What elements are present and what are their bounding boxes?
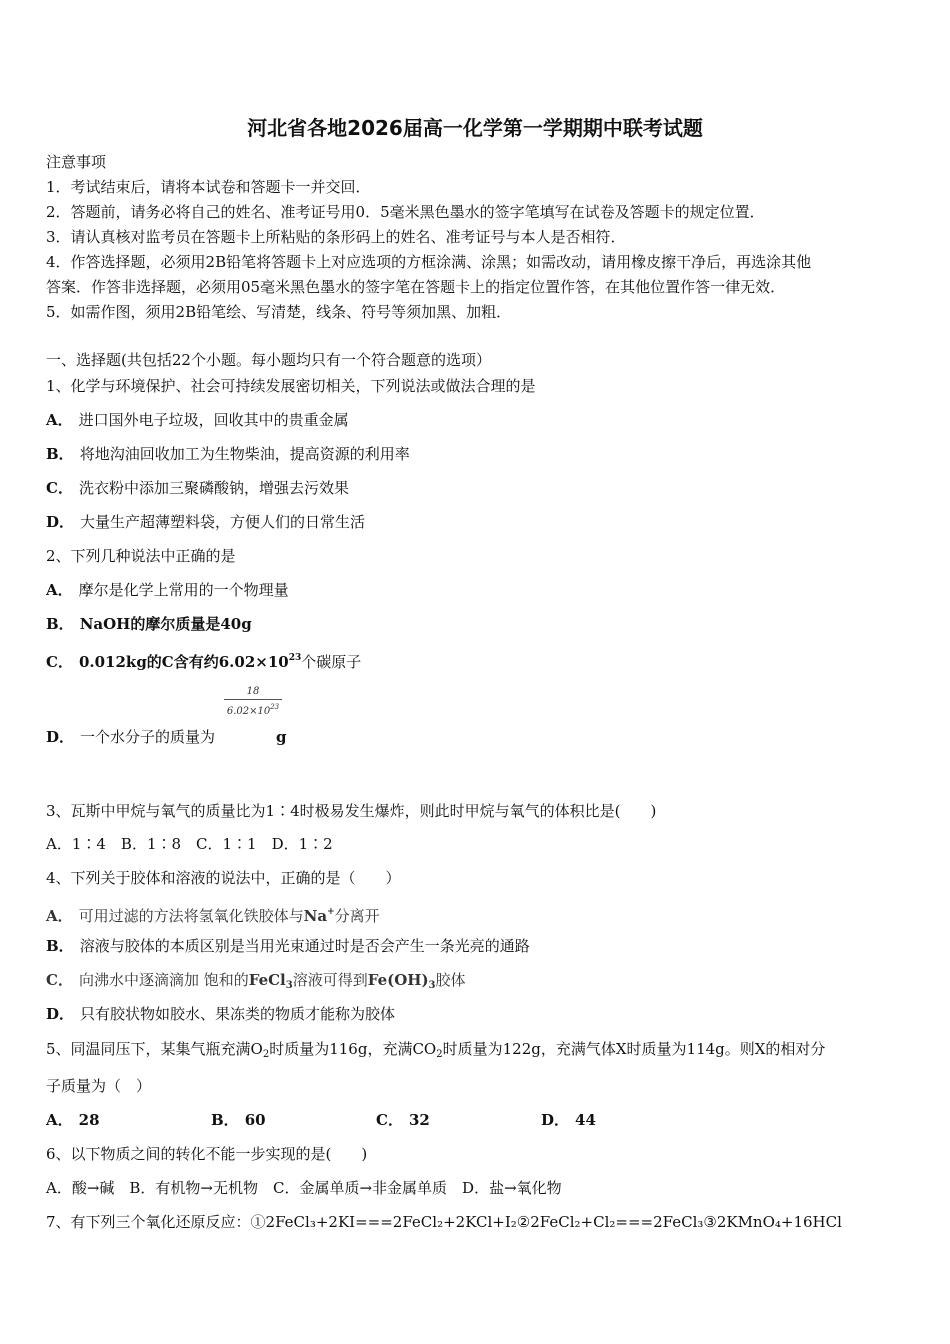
question-3-options: A．1∶4 B．1∶8 C．1∶1 D．1∶2: [46, 835, 333, 853]
fraction-image: [224, 686, 282, 718]
notice-item: 3．请认真核对监考员在答题卡上所粘贴的条形码上的姓名、准考证号与本人是否相符．: [46, 228, 626, 246]
notice-item: 4．作答选择题，必须用2B铅笔将答题卡上对应选项的方框涂满、涂黑；如需改动，请用橡皮擦干净后，再选涂其他: [46, 253, 812, 271]
question-6-stem: 6、以下物质之间的转化不能一步实现的是( ): [46, 1145, 368, 1163]
section-heading: 一、选择题(共包括22个小题。每小题均只有一个符合题意的选项）: [46, 351, 491, 369]
question-1-stem: 1、化学与环境保护、社会可持续发展密切相关，下列说法或做法合理的是: [46, 377, 536, 395]
question-5-options: [46, 1110, 706, 1130]
question-1-option-d: D． 大量生产超薄塑料袋，方便人们的日常生活: [46, 513, 366, 531]
question-3-stem: 3、瓦斯中甲烷与氧气的质量比为1∶4时极易发生爆炸，则此时甲烷与氧气的体积比是( ): [46, 802, 657, 820]
question-2-option-a: A． 摩尔是化学上常用的一个物理量: [46, 581, 289, 599]
notice-item: 2．答题前，请务必将自己的姓名、准考证号用0．5毫米黑色墨水的签字笔填写在试卷及答题卡的规定位置．: [46, 203, 765, 221]
question-1-option-b: B． 将地沟油回收加工为生物柴油，提高资源的利用率: [46, 445, 410, 463]
notice-item: 答案．作答非选择题，必须用05毫米黑色墨水的签字笔在答题卡上的指定位置作答，在其他位置作答一律无效．: [46, 278, 786, 296]
question-4-option-a: A． 可用过滤的方法将氢氧化铁胶体与Na+分离开: [46, 907, 380, 925]
question-5-stem: 5、同温同压下，某集气瓶充满$O_2$时质量为116g，充满$CO_2$时质量为122g，充满气体X时质量为114g。则X的相对分: [46, 1040, 826, 1060]
question-5-option-a: A． 28: [46, 1111, 100, 1129]
fraction-bar: [224, 699, 282, 700]
fraction-numerator: 18: [246, 686, 260, 697]
question-5-stem-line2: 子质量为（ ）: [46, 1077, 152, 1095]
question-4-stem: 4、下列关于胶体和溶液的说法中，正确的是（ ）: [46, 869, 401, 887]
question-2-option-b: B． NaOH的摩尔质量是40g: [46, 615, 252, 633]
question-5-option-c: C． 32: [376, 1111, 430, 1129]
question-4-option-d: D． 只有胶状物如胶水、果冻类的物质才能称为胶体: [46, 1005, 396, 1023]
question-2-stem: 2、下列几种说法中正确的是: [46, 547, 236, 565]
question-2-option-d: D． 一个水分子的质量为 g: [46, 728, 287, 746]
question-5-option-b: B． 60: [211, 1111, 266, 1129]
question-4-option-c: C． 向沸水中逐滴滴加 饱和的FeCl$_3$溶液可得到$Fe(OH)_3$胶体: [46, 971, 466, 991]
fraction-denominator: $6.02\times 10^{23}$: [226, 703, 280, 717]
notice-item: 1．考试结束后，请将本试卷和答题卡一并交回．: [46, 178, 371, 196]
notice-item: 5．如需作图，须用2B铅笔绘、写清楚，线条、符号等须加黑、加粗．: [46, 303, 512, 321]
notice-heading: 注意事项: [46, 153, 107, 171]
page-title: 河北省各地2026届高一化学第一学期期中联考试题: [247, 116, 703, 140]
question-6-options: A．酸→碱 B．有机物→无机物 C．金属单质→非金属单质 D．盐→氧化物: [46, 1179, 562, 1197]
question-2-option-c: C． 0.012kg的C含有约$6.02\times 10^{23}$个碳原子: [46, 653, 362, 671]
question-4-option-b: B． 溶液与胶体的本质区别是当用光束通过时是否会产生一条光亮的通路: [46, 937, 530, 955]
question-5-option-d: D． 44: [541, 1111, 596, 1129]
question-7-stem: 7、有下列三个氧化还原反应：①2FeCl₃+2KI===2FeCl₂+2KCl+I₂②2FeCl₂+Cl₂===2FeCl₃③2KMnO₄+16HCl: [46, 1213, 842, 1231]
question-1-option-a: A． 进口国外电子垃圾，回收其中的贵重金属: [46, 411, 349, 429]
question-1-option-c: C． 洗衣粉中添加三聚磷酸钠，增强去污效果: [46, 479, 349, 497]
